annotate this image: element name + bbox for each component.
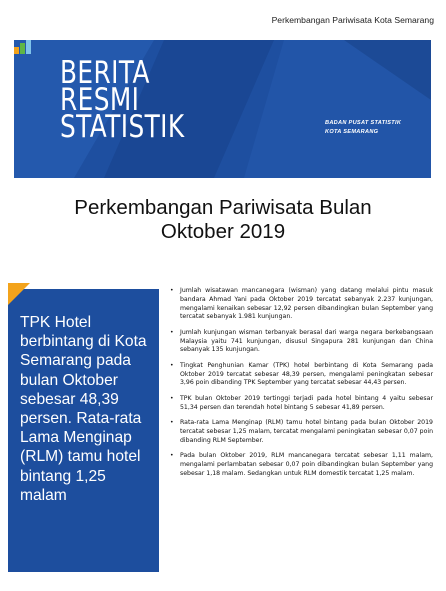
running-header: Perkembangan Pariwisata Kota Semarang: [271, 15, 434, 25]
bullet-text: Tingkat Penghunian Kamar (TPK) hotel berbintang di Kota Semarang pada Oktober 2019 tercatat sebesar 48,39 persen, mengalami peningkatan sebesar 3,96 poin dibanding TPK September yang tercatat sebesar 44,43 persen.: [180, 361, 433, 387]
list-item: [170, 419, 433, 445]
brs-line-1: BERITA: [60, 55, 150, 91]
bullet-text: Pada bulan Oktober 2019, RLM mancanegara tercatat sebesar 1,11 malam, mengalami perlambatan sebesar 0,07 poin dibandingkan bulan September yang sebesar 1,18 malam. Sedangkan untuk RLM domestik tercatat 1,25 malam.: [180, 451, 433, 477]
agency-name: [325, 119, 401, 137]
highlight-text: TPK Hotel berbintang di Kota Semarang pada bulan Oktober sebesar 48,39 persen. Rata-rata Lama Menginap (RLM) tamu hotel bintang 1,25 malam: [20, 314, 147, 504]
brs-line-2: RESMI: [60, 82, 140, 118]
agency-line-1: BADAN PUSAT STATISTIK: [325, 120, 402, 126]
bullet-icon: •: [170, 328, 174, 336]
page-title: [0, 196, 446, 244]
brs-wordmark: [60, 55, 185, 145]
bullet-text: Jumlah kunjungan wisman terbanyak berasal dari warga negara berkebangsaan Malaysia yaitu 741 kunjungan, disusul Singapura 281 kunjungan dan China sebanyak 135 kunjungan.: [180, 328, 433, 354]
list-item: [170, 329, 433, 355]
bullet-icon: •: [170, 451, 174, 459]
list-item: [170, 452, 433, 478]
bps-logo-icon: [14, 40, 34, 54]
bullet-icon: •: [170, 418, 174, 426]
bullet-text: Jumlah wisatawan mancanegara (wisman) yang datang melalui pintu masuk bandara Ahmad Yani pada Oktober 2019 tercatat sebanyak 2.237 kunjungan, mengalami kenaikan sebesar 12,92 persen dibandingkan bulan September yang tercatat sebanyak 1.981 kunjungan.: [180, 287, 433, 321]
list-item: [170, 395, 433, 413]
title-line-2: Oktober 2019: [160, 220, 286, 243]
bullet-text: Rata-rata Lama Menginap (RLM) tamu hotel bintang pada bulan Oktober 2019 tercatat sebesar 1,25 malam, tercatat mengalami peningkatan sebesar 0,07 poin dibanding RLM September.: [180, 418, 433, 444]
bullet-icon: •: [170, 361, 174, 369]
agency-line-2: KOTA SEMARANG: [325, 129, 379, 135]
summary-bullet-list: [170, 287, 433, 485]
brs-banner: [14, 40, 431, 178]
bullet-text: TPK bulan Oktober 2019 tertinggi terjadi pada hotel bintang 4 yaitu sebesar 51,34 persen dan terendah hotel bintang 5 sebesar 41,89 persen.: [180, 394, 433, 411]
brs-line-3: STATISTIK: [60, 109, 185, 145]
title-line-1: Perkembangan Pariwisata Bulan: [74, 196, 372, 219]
list-item: [170, 362, 433, 388]
highlight-corner-accent: [8, 283, 30, 305]
bullet-icon: •: [170, 394, 174, 402]
bullet-icon: •: [170, 287, 174, 294]
list-item: [170, 287, 433, 322]
